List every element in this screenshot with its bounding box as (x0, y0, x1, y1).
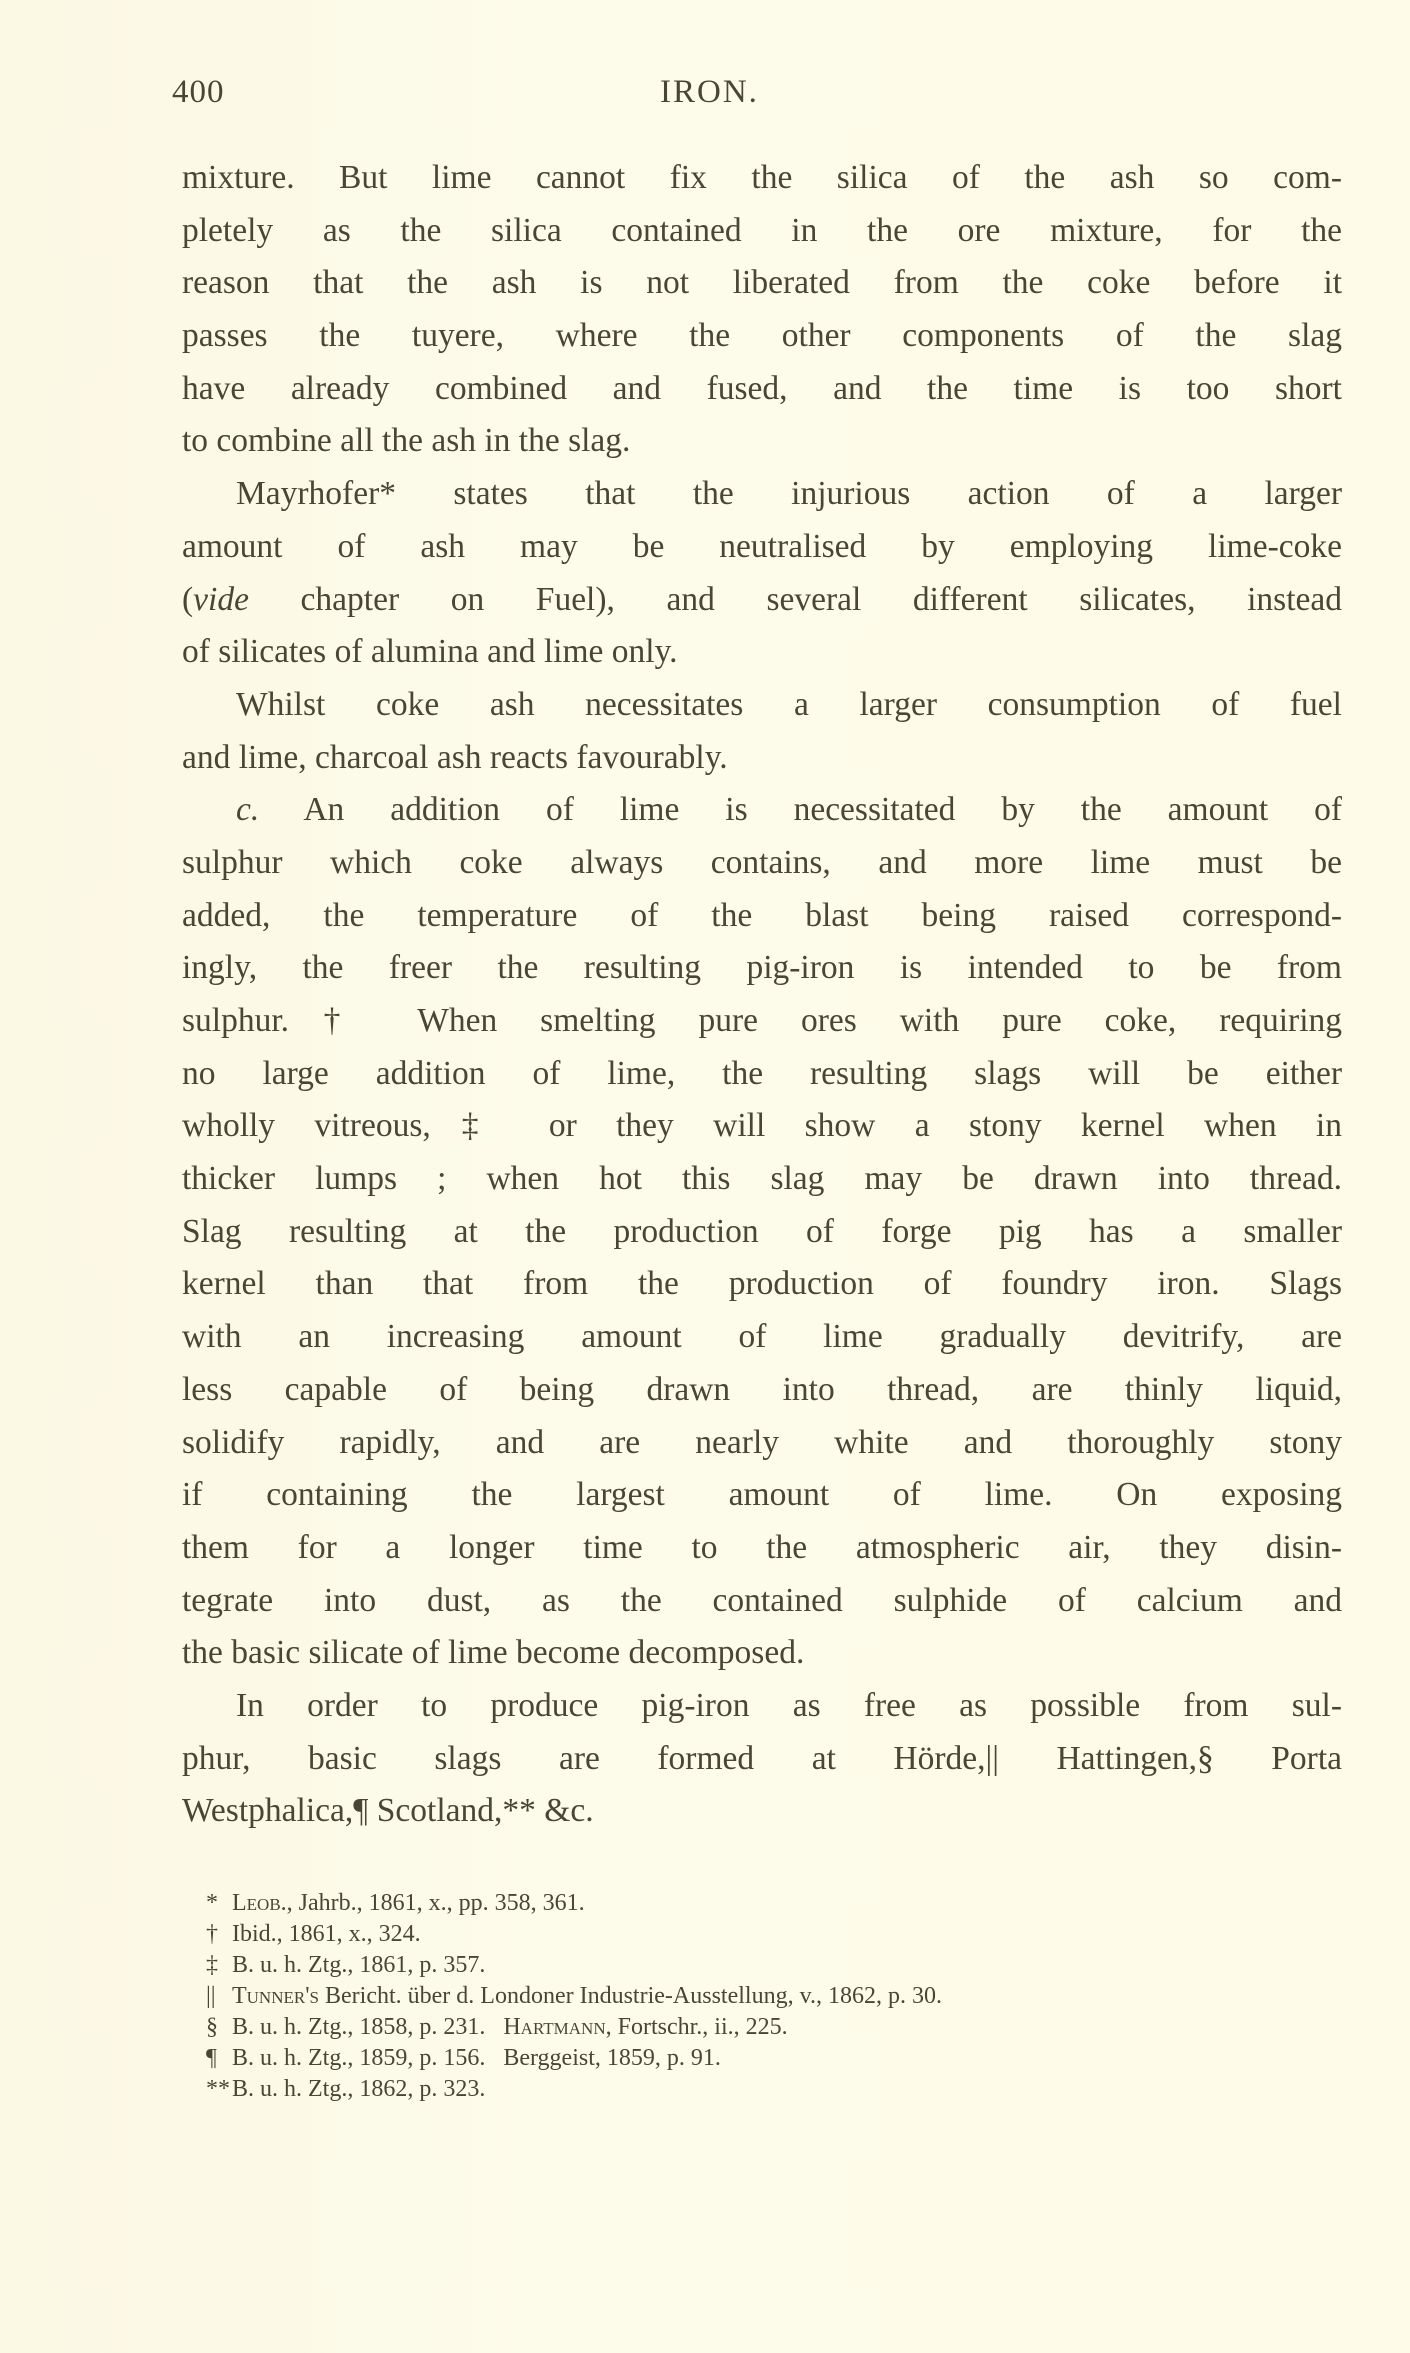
footnote-text: B. u. h. Ztg., 1859, p. 156. Berggeist, 1859, p. 91. (232, 2045, 721, 2071)
text-segment: ( (182, 580, 194, 618)
footnote-text: Bericht. über d. Londoner Industrie-Ausstellung, v., 1862, p. 30. (319, 1983, 943, 2009)
footnote (206, 1888, 1356, 1919)
text-line: sulphur which coke always contains, and more lime must be (182, 843, 1342, 881)
footnote-text: B. u. h. Ztg., 1861, p. 357. (232, 1952, 486, 1978)
text-line: them for a longer time to the atmospheric air, they disin- (182, 1528, 1342, 1566)
text-line: if containing the largest amount of lime. On exposing (182, 1476, 1342, 1514)
text-line: kernel than that from the production of foundry iron. Slags (182, 1265, 1342, 1303)
text-line: ingly, the freer the resulting pig-iron is intended to be from (182, 949, 1342, 987)
text-line: passes the tuyere, where the other components of the slag (182, 317, 1342, 355)
footnote-text: , Fortschr., ii., 225. (605, 2014, 788, 2040)
text-segment: chapter on Fuel), and several different silicates, instead (248, 580, 1342, 618)
text-line: with an increasing amount of lime gradually devitrify, are (182, 1318, 1342, 1356)
text-line: reason that the ash is not liberated from the coke before it (182, 264, 1342, 302)
footnote-mark: || (206, 1983, 216, 2009)
footnote-text: , Jahrb., 1861, x., pp. 358, 361. (286, 1890, 585, 1916)
text-line: less capable of being drawn into thread, are thinly liquid, (182, 1370, 1342, 1408)
text-line: Westphalica,¶ Scotland,** &c. (182, 1792, 594, 1830)
text-line: thicker lumps ; when hot this slag may be drawn into thread. (182, 1160, 1342, 1198)
footnote-mark: ¶ (206, 2045, 217, 2071)
text-line: Mayrhofer* states that the injurious action of a larger (236, 475, 1342, 513)
text-line: amount of ash may be neutralised by employing lime-coke (182, 527, 1342, 565)
text-line (182, 784, 1342, 837)
footnotes (206, 1888, 1356, 2105)
text-line: tegrate into dust, as the contained sulphide of calcium and (182, 1581, 1342, 1619)
italic-text: c. (236, 791, 260, 829)
text-line: the basic silicate of lime become decomposed. (182, 1634, 805, 1672)
footnote-text: Leob. (232, 1890, 287, 1916)
text-line: solidify rapidly, and are nearly white and thoroughly stony (182, 1423, 1342, 1461)
running-title: IRON. (660, 74, 759, 110)
footnote-text: B. u. h. Ztg., 1862, p. 323. (232, 2076, 486, 2102)
text-line: to combine all the ash in the slag. (182, 422, 631, 460)
page-number: 400 (172, 74, 225, 110)
text-segment: An addition of lime is necessitated by the amount of (259, 791, 1342, 829)
text-line: and lime, charcoal ash reacts favourably. (182, 738, 728, 776)
footnote-mark: ‡ (206, 1952, 218, 1978)
footnote-mark: † (206, 1921, 218, 1947)
footnote (206, 1919, 1356, 1950)
italic-text: vide (193, 580, 249, 618)
text-line: In order to produce pig-iron as free as possible from sul- (236, 1686, 1342, 1724)
footnote-text: Hartmann (503, 2014, 606, 2040)
footnote (206, 1950, 1356, 1981)
text-line: pletely as the silica contained in the ore mixture, for the (182, 211, 1342, 249)
body-text (182, 152, 1342, 1838)
text-line: added, the temperature of the blast being raised correspond- (182, 896, 1342, 934)
text-line: Slag resulting at the production of forge pig has a smaller (182, 1212, 1342, 1250)
footnote-text: Tunner's (232, 1983, 319, 2009)
footnote-mark: * (206, 1890, 218, 1916)
text-line: mixture. But lime cannot fix the silica of the ash so com- (182, 159, 1342, 196)
footnote (206, 2012, 1356, 2043)
text-line: no large addition of lime, the resulting slags will be either (182, 1054, 1342, 1092)
text-line: phur, basic slags are formed at Hörde,|| Hattingen,§ Porta (182, 1739, 1342, 1777)
footnote-text: B. u. h. Ztg., 1858, p. 231. (232, 2014, 504, 2040)
text-line: Whilst coke ash necessitates a larger consumption of fuel (236, 685, 1342, 723)
footnote-mark: § (206, 2014, 218, 2040)
footnote (206, 1981, 1356, 2012)
text-line (182, 574, 1342, 627)
footnote (206, 2074, 1356, 2105)
footnote-mark: ** (206, 2076, 230, 2102)
footnote (206, 2043, 1356, 2074)
text-line: of silicates of alumina and lime only. (182, 633, 678, 671)
footnote-text: Ibid., 1861, x., 324. (232, 1921, 421, 1947)
text-line: have already combined and fused, and the time is too short (182, 369, 1342, 407)
text-line: sulphur.† When smelting pure ores with pure coke, requiring (182, 1002, 1342, 1039)
text-line: wholly vitreous,‡ or they will show a stony kernel when in (182, 1107, 1342, 1145)
